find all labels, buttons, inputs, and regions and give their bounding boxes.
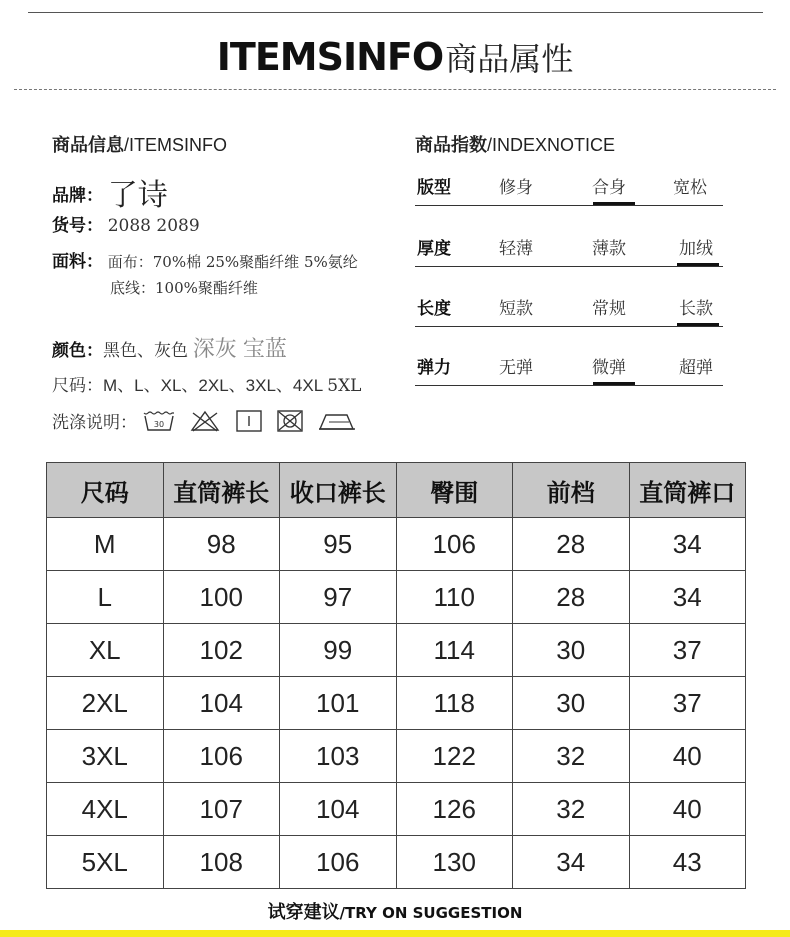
top-rule [28, 12, 763, 13]
accent-bar [0, 930, 790, 937]
table-cell: 95 [280, 518, 397, 571]
selected-marker [677, 263, 719, 266]
size-row [52, 371, 361, 396]
table-cell: 30 [513, 624, 630, 677]
table-cell: 122 [396, 730, 513, 783]
table-cell: 34 [629, 571, 746, 624]
index-row-label: 厚度 [417, 239, 451, 259]
sku-row [52, 211, 200, 236]
table-cell: 102 [163, 624, 280, 677]
column-header: 臀围 [396, 463, 513, 518]
info-title-zh: 商品信息 [52, 135, 124, 156]
index-row-label: 版型 [417, 178, 451, 198]
size-value: M、L、XL、2XL、3XL、4XL [103, 376, 323, 395]
table-cell: 104 [280, 783, 397, 836]
table-cell: 126 [396, 783, 513, 836]
table-cell: 34 [629, 518, 746, 571]
table-cell: XL [47, 624, 164, 677]
table-row [47, 730, 746, 783]
table-cell: 100 [163, 571, 280, 624]
index-row-fit [415, 163, 723, 206]
selected-marker [593, 382, 635, 385]
table-cell: 104 [163, 677, 280, 730]
table-cell: 37 [629, 677, 746, 730]
table-cell: L [47, 571, 164, 624]
info-section-title [52, 131, 227, 157]
index-option-selected: 长款 [679, 299, 713, 319]
index-row-label: 长度 [417, 299, 451, 319]
no-bleach-icon [188, 410, 222, 432]
table-cell: 99 [280, 624, 397, 677]
index-option: 超弹 [679, 358, 713, 378]
index-option: 短款 [499, 299, 533, 319]
table-cell: 103 [280, 730, 397, 783]
table-cell: 3XL [47, 730, 164, 783]
table-cell: 32 [513, 730, 630, 783]
sku-label: 货号： [52, 216, 103, 236]
footer-title-en: /TRY ON SUGGESTION [339, 904, 523, 922]
iron-icon [317, 410, 357, 432]
wash-30-icon [142, 410, 176, 432]
index-section-title [415, 131, 615, 157]
color-row [52, 332, 287, 363]
column-header: 直筒裤口 [629, 463, 746, 518]
sku-value: 2088 2089 [107, 216, 200, 236]
selected-marker [677, 323, 719, 326]
table-cell: 30 [513, 677, 630, 730]
fabric-label: 面料： [52, 252, 103, 272]
footer-title-zh: 试穿建议 [267, 902, 340, 923]
brand-row [52, 166, 168, 213]
index-option: 轻薄 [499, 239, 533, 259]
table-cell: 5XL [47, 836, 164, 889]
page-title-en: ITEMSINFO [216, 35, 444, 79]
selected-marker [593, 202, 635, 205]
table-cell: 114 [396, 624, 513, 677]
table-cell: 98 [163, 518, 280, 571]
table-cell: 28 [513, 518, 630, 571]
table-cell: 130 [396, 836, 513, 889]
index-row-stretch [415, 343, 723, 386]
no-tumble-dry-icon [276, 410, 304, 432]
fabric-line-1: 面布：70%棉 25%聚酯纤维 5%氨纶 [107, 253, 358, 271]
table-row [47, 677, 746, 730]
index-option-selected: 微弹 [592, 358, 626, 378]
index-option-selected: 合身 [592, 178, 626, 198]
column-header: 直筒裤长 [163, 463, 280, 518]
wash-30-text: 30 [153, 419, 164, 429]
index-option-selected: 加绒 [679, 239, 713, 259]
table-row [47, 518, 746, 571]
index-option: 薄款 [592, 239, 626, 259]
color-value: 黑色、灰色 [103, 341, 188, 360]
table-cell: 110 [396, 571, 513, 624]
table-row [47, 571, 746, 624]
table-cell: 107 [163, 783, 280, 836]
page-title-zh: 商品属性 [445, 40, 574, 78]
table-row [47, 624, 746, 677]
table-cell: 34 [513, 836, 630, 889]
table-cell: 108 [163, 836, 280, 889]
wash-label: 洗涤说明： [52, 413, 137, 432]
info-title-en: /ITEMSINFO [124, 135, 227, 155]
fabric-row [52, 247, 358, 272]
page-title [0, 34, 790, 80]
column-header: 收口裤长 [280, 463, 397, 518]
fabric-row-2 [110, 277, 258, 298]
size-label: 尺码： [52, 376, 103, 395]
table-cell: 101 [280, 677, 397, 730]
table-cell: 32 [513, 783, 630, 836]
table-cell: 28 [513, 571, 630, 624]
column-header: 尺码 [47, 463, 164, 518]
table-cell: 106 [396, 518, 513, 571]
color-extra: 深灰 宝蓝 [192, 336, 287, 361]
table-cell: 4XL [47, 783, 164, 836]
table-row [47, 783, 746, 836]
table-row [47, 836, 746, 889]
size-table-header [47, 463, 746, 518]
size-table [46, 462, 746, 889]
index-row-length [415, 284, 723, 327]
table-cell: 43 [629, 836, 746, 889]
dashed-divider [14, 89, 776, 90]
index-row-label: 弹力 [417, 358, 451, 378]
index-option: 常规 [592, 299, 626, 319]
brand-label: 品牌： [52, 186, 103, 206]
brand-value: 了诗 [107, 178, 168, 213]
index-option: 宽松 [673, 178, 707, 198]
table-cell: 106 [280, 836, 397, 889]
size-extra: 5XL [327, 376, 362, 396]
line-dry-icon [235, 410, 263, 432]
table-cell: M [47, 518, 164, 571]
table-cell: 2XL [47, 677, 164, 730]
table-cell: 37 [629, 624, 746, 677]
table-cell: 106 [163, 730, 280, 783]
table-cell: 97 [280, 571, 397, 624]
index-option: 无弹 [499, 358, 533, 378]
table-cell: 40 [629, 730, 746, 783]
index-title-zh: 商品指数 [415, 135, 487, 156]
fabric-line-2: 底线：100%聚酯纤维 [110, 279, 258, 297]
index-row-thickness [415, 224, 723, 267]
wash-row [52, 408, 365, 433]
index-title-en: /INDEXNOTICE [487, 135, 616, 155]
try-on-suggestion-title [0, 898, 790, 924]
column-header: 前档 [513, 463, 630, 518]
table-cell: 40 [629, 783, 746, 836]
table-cell: 118 [396, 677, 513, 730]
index-option: 修身 [499, 178, 533, 198]
color-label: 颜色： [52, 341, 103, 361]
